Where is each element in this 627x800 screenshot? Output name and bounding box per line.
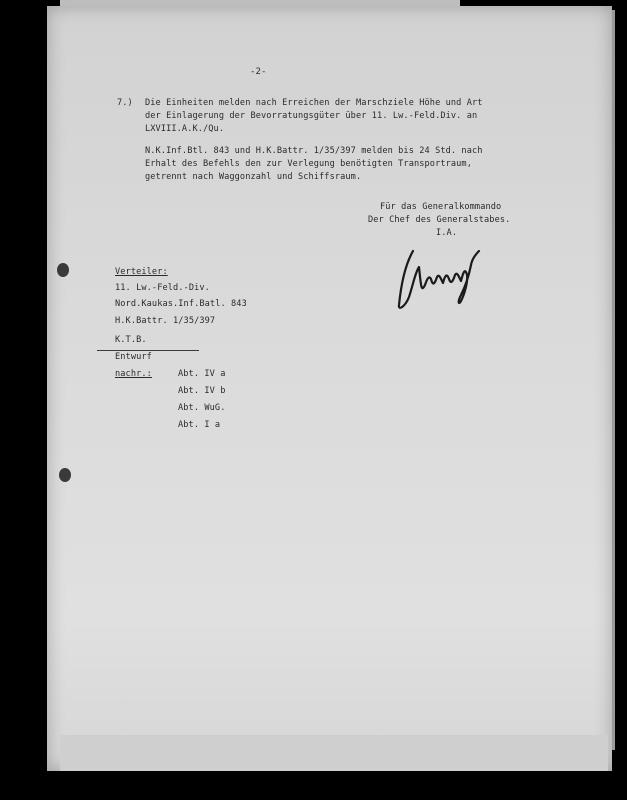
verteiler-item-3: H.K.Battr. 1/35/397 xyxy=(115,316,216,326)
signature-line-1: Für das Generalkommando xyxy=(380,202,502,212)
page-number: -2- xyxy=(250,67,267,77)
signature-line-2: Der Chef des Generalstabes. xyxy=(368,215,511,225)
item-line-3: LXVIII.A.K./Qu. xyxy=(145,124,225,134)
verteiler-heading: Verteiler: xyxy=(115,267,168,277)
item-para2-line-1: N.K.Inf.Btl. 843 und H.K.Battr. 1/35/397 melden bis 24 Std. nach xyxy=(145,146,483,156)
item-line-2: der Einlagerung der Bevorratungsgüter über 11. Lw.-Feld.Div. an xyxy=(145,111,478,121)
item-line-1: Die Einheiten melden nach Erreichen der Marschziele Höhe und Art xyxy=(145,98,483,108)
punch-hole-upper xyxy=(57,263,69,277)
verteiler-item-4: K.T.B. xyxy=(115,335,147,345)
divider-rule xyxy=(97,350,199,351)
nachr-label: nachr.: xyxy=(115,369,152,379)
nachr-item-3: Abt. WuG. xyxy=(178,403,226,413)
verteiler-item-1: 11. Lw.-Feld.-Div. xyxy=(115,283,210,293)
verteiler-item-5: Entwurf xyxy=(115,352,152,362)
handwritten-signature xyxy=(395,245,485,315)
signature-line-3: I.A. xyxy=(436,228,458,238)
punch-hole-lower xyxy=(59,468,71,482)
item-number: 7.) xyxy=(117,98,133,108)
nachr-item-4: Abt. I a xyxy=(178,420,221,430)
nachr-item-2: Abt. IV b xyxy=(178,386,226,396)
verteiler-item-2: Nord.Kaukas.Inf.Batl. 843 xyxy=(115,299,247,309)
nachr-item-1: Abt. IV a xyxy=(178,369,226,379)
sheet-bottom-fold xyxy=(60,735,608,771)
item-para2-line-3: getrennt nach Waggonzahl und Schiffsraum. xyxy=(145,172,362,182)
item-para2-line-2: Erhalt des Befehls den zur Verlegung benötigten Transportraum, xyxy=(145,159,472,169)
